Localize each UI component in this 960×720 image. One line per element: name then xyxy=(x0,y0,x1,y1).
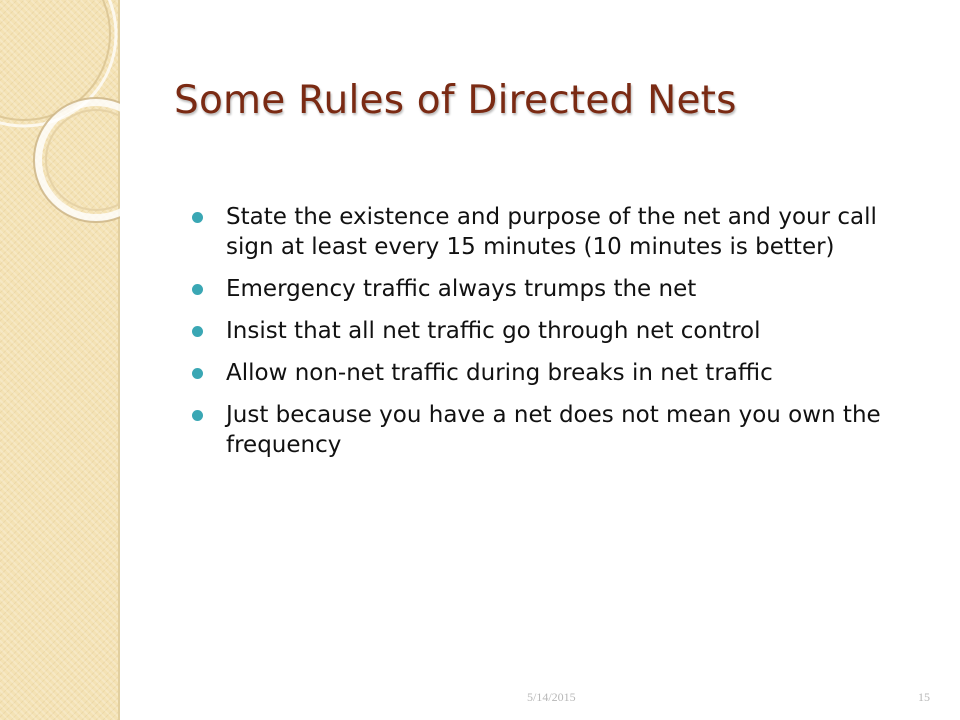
bullet-text: Emergency traffic always trumps the net xyxy=(226,276,697,302)
bullet-list xyxy=(190,202,890,472)
bullet-text: State the existence and purpose of the net and your call sign at least every 15 minutes (10 minutes is better) xyxy=(226,204,877,260)
list-item xyxy=(190,202,890,262)
bullet-dot-icon xyxy=(192,326,203,337)
list-item xyxy=(190,358,890,388)
decorative-rings-icon xyxy=(0,0,120,240)
page-number: 15 xyxy=(918,690,930,704)
bullet-text: Insist that all net traffic go through net control xyxy=(226,318,761,344)
bullet-dot-icon xyxy=(192,212,203,223)
slide-title: Some Rules of Directed Nets xyxy=(174,78,737,123)
list-item xyxy=(190,400,890,460)
bullet-text: Just because you have a net does not mean you own the frequency xyxy=(226,402,881,458)
bullet-text: Allow non-net traffic during breaks in net traffic xyxy=(226,360,773,386)
list-item xyxy=(190,316,890,346)
bullet-dot-icon xyxy=(192,284,203,295)
footer-date: 5/14/2015 xyxy=(527,690,576,704)
list-item xyxy=(190,274,890,304)
bullet-dot-icon xyxy=(192,410,203,421)
bullet-dot-icon xyxy=(192,368,203,379)
